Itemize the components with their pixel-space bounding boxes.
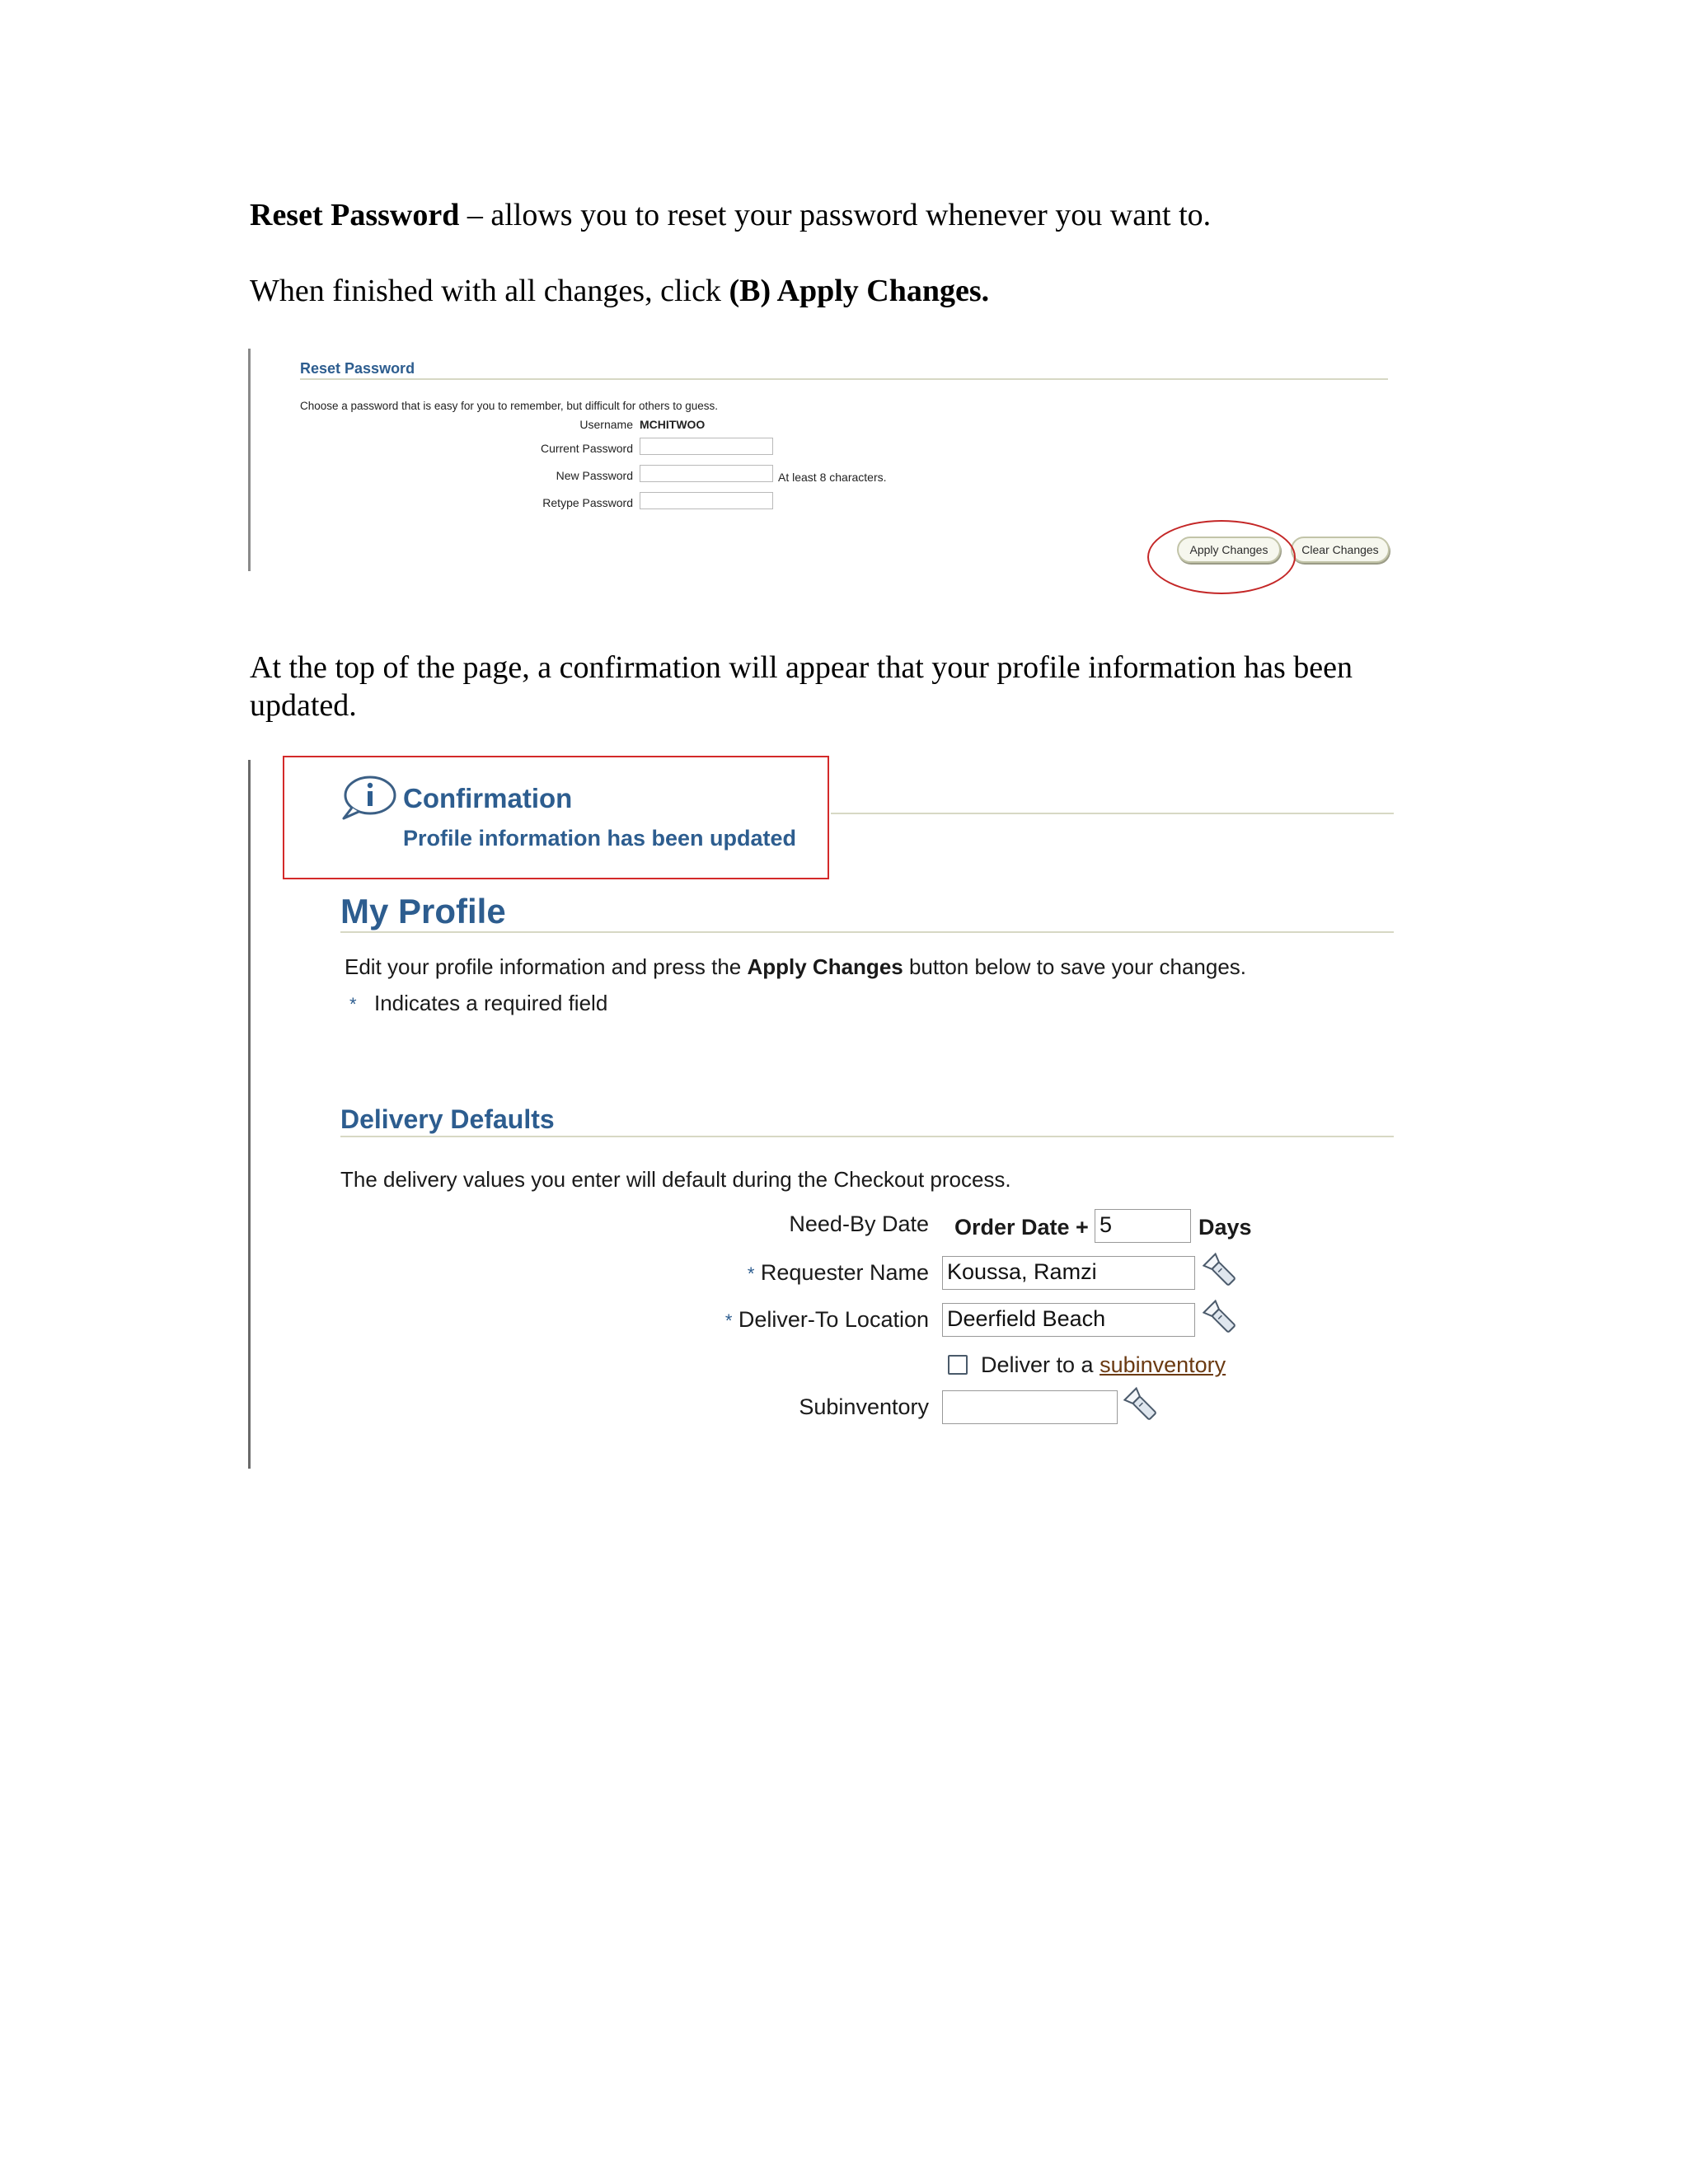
subinventory-search-icon[interactable]: [1123, 1386, 1160, 1424]
deliver-to-subinventory-checkbox[interactable]: [948, 1355, 968, 1375]
deliver-to-subinventory-text: Deliver to a: [981, 1352, 1100, 1377]
deliver-to-search-icon[interactable]: [1202, 1299, 1240, 1337]
requester-required-star: *: [747, 1263, 755, 1284]
requester-name-input[interactable]: Koussa, Ramzi: [942, 1256, 1195, 1290]
deliver-to-label-text: Deliver-To Location: [738, 1307, 929, 1332]
profile-intro-end: button below to save your changes.: [903, 954, 1247, 979]
deliver-to-subinventory-label: [981, 1352, 1226, 1378]
profile-intro-start: Edit your profile information and press the: [345, 954, 748, 979]
required-star: *: [349, 994, 357, 1015]
apply-instruction-text: When finished with all changes, click: [250, 274, 729, 308]
apply-changes-button[interactable]: Apply Changes: [1177, 537, 1281, 563]
new-password-input[interactable]: [640, 465, 773, 482]
screenshot-left-border: [248, 349, 251, 571]
password-instruction: Choose a password that is easy for you to remember, but difficult for others to guess.: [300, 400, 719, 412]
need-by-days-input[interactable]: 5: [1095, 1209, 1191, 1243]
my-profile-title: My Profile: [340, 892, 506, 930]
delivery-defaults-description: The delivery values you enter will default during the Checkout process.: [340, 1167, 1011, 1192]
current-password-input[interactable]: [640, 438, 773, 455]
info-icon: [339, 775, 398, 821]
requester-search-icon[interactable]: [1202, 1252, 1240, 1290]
profile-intro-bold: Apply Changes: [747, 954, 903, 979]
deliver-to-required-star: *: [724, 1310, 733, 1331]
reset-password-divider: [300, 378, 1388, 380]
deliver-to-location-input[interactable]: Deerfield Beach: [942, 1303, 1195, 1337]
confirmation-divider: [831, 813, 1394, 814]
paragraph-reset-password: [250, 196, 1211, 234]
current-password-label: Current Password: [540, 442, 633, 455]
confirmation-title: Confirmation: [403, 783, 573, 813]
retype-password-input[interactable]: [640, 492, 773, 509]
paragraph-confirmation: At the top of the page, a confirmation will appear that your profile information has been updated.: [250, 650, 1353, 723]
my-profile-divider: [340, 931, 1394, 933]
paragraph-apply-instruction: [250, 272, 989, 310]
requester-name-label: [725, 1260, 929, 1286]
delivery-defaults-divider: [340, 1136, 1394, 1137]
deliver-to-location-label: [709, 1307, 929, 1333]
days-label: Days: [1198, 1215, 1252, 1240]
reset-password-heading: Reset Password: [300, 360, 415, 377]
new-password-label: New Password: [556, 469, 633, 482]
retype-password-label: Retype Password: [542, 496, 633, 509]
apply-instruction-bold: (B) Apply Changes.: [729, 274, 990, 308]
reset-password-description: – allows you to reset your password whenever you want to.: [459, 198, 1212, 232]
subinventory-label: Subinventory: [799, 1394, 929, 1419]
clear-changes-button[interactable]: Clear Changes: [1291, 537, 1390, 563]
username-value: MCHITWOO: [640, 418, 706, 431]
reset-password-term: Reset Password: [250, 198, 460, 232]
requester-name-label-text: Requester Name: [760, 1260, 929, 1285]
profile-intro: [345, 954, 1246, 980]
new-password-hint: At least 8 characters.: [778, 471, 887, 484]
subinventory-input[interactable]: [942, 1390, 1118, 1424]
delivery-defaults-title: Delivery Defaults: [340, 1104, 555, 1134]
need-by-date-label: Need-By Date: [789, 1212, 929, 1236]
required-note: Indicates a required field: [374, 991, 608, 1015]
confirmation-message: Profile information has been updated: [403, 826, 797, 851]
screenshot2-left-border: [248, 760, 251, 1469]
order-date-label: Order Date +: [954, 1215, 1089, 1240]
subinventory-link[interactable]: subinventory: [1100, 1352, 1226, 1377]
username-label: Username: [579, 418, 633, 431]
